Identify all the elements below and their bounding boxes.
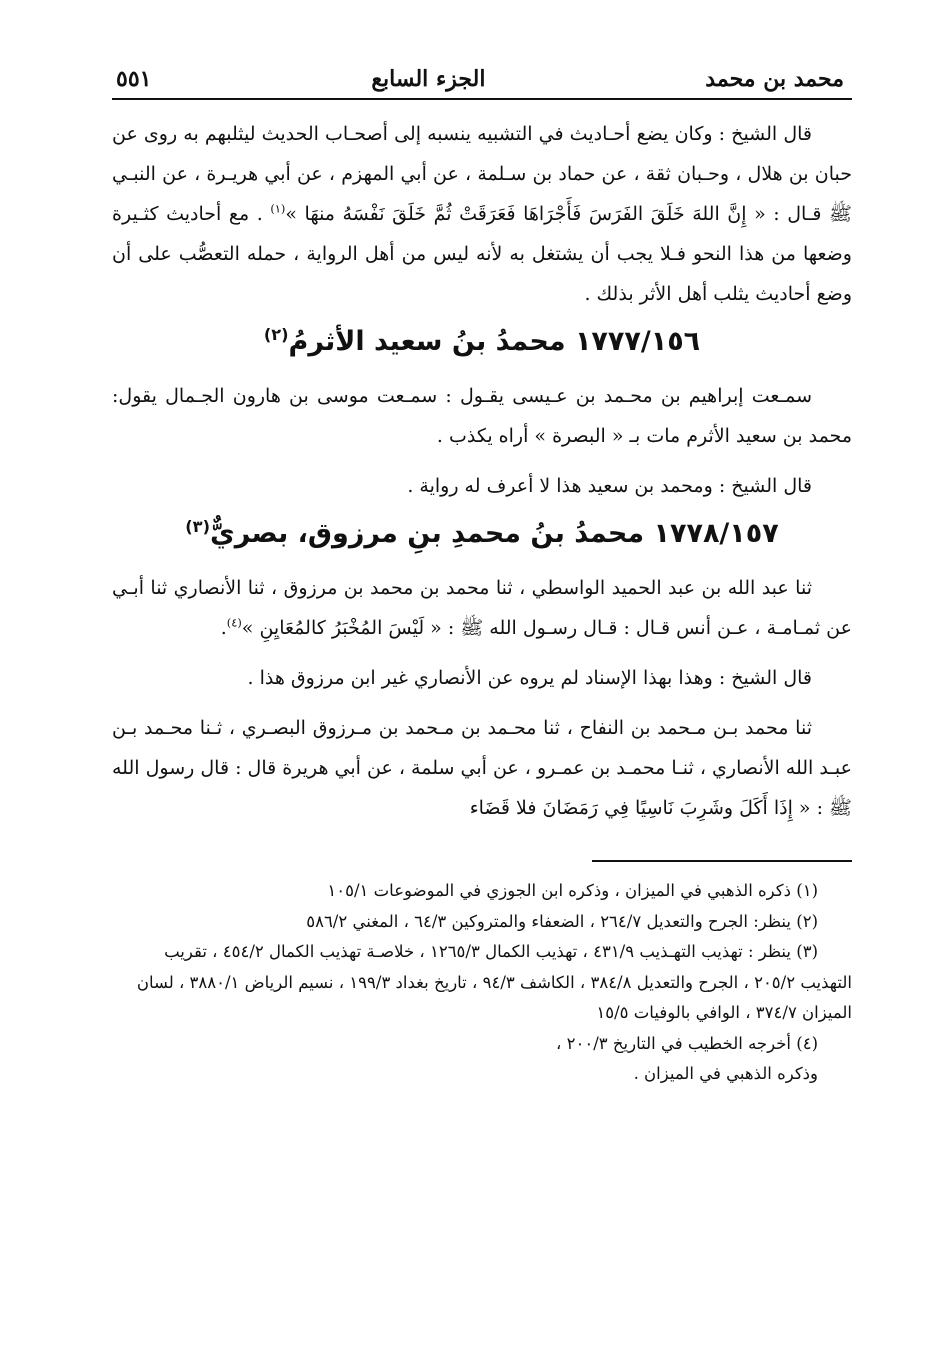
entry-heading-1778 [112,508,852,560]
paragraph-4-continuation: . [220,617,227,639]
book-page [112,52,852,1090]
paragraph-5: قال الشيخ : وهذا بهذا الإسناد لم يروه عن الأنصاري غير ابن مرزوق هذا . [247,667,812,689]
footnote-separator [592,860,852,862]
footnote-ref-1: (١) [270,201,286,216]
entry-heading-1778-text: ١٧٧٨/١٥٧ محمدُ بنُ محمدِ بنِ مرزوق، بصريٌّ [209,518,779,549]
paragraph-1 [112,114,852,314]
footnote-4: (٤) أخرجه الخطيب في التاريخ ٢٠٠/٣ ، [556,1033,818,1053]
paragraph-4-text: ثنا عبد الله بن عبد الحميد الواسطي ، ثنا محمد بن محمد بن مرزوق ، ثنا الأنصاري ثنا أبـي عن ثمـامـة ، عـن أنس قـال : قـال رسـول الله ﷺ : « لَيْسَ المُخْبَرُ كالمُعَايِنِ » [112,577,852,639]
paragraph-6: ثنا محمد بـن مـحمد بن النفاح ، ثنا محـمد بن مـحمد بن مـرزوق البصـري ، ثـنا محـمد بـن عبـد الله الأنصاري ، ثنـا محمـد بن عمـرو ، عن أبي سلمة ، عن أبي هريرة قال : قال رسول الله ﷺ : « إِذَا أَكَلَ وشَرِبَ نَاسِيًا فِي رَمَضَانَ فلا قَضَاء [112,717,852,819]
entry-heading-1777-text: ١٧٧٧/١٥٦ محمدُ بنُ سعيد الأثرمُ [288,326,701,357]
running-head-volume: الجزء السابع [371,66,486,92]
footnote-2: (٢) ينظر: الجرح والتعديل ٢٦٤/٧ ، الضعفاء والمتروكين ٦٤/٣ ، المغني ٥٨٦/٢ [306,911,818,931]
paragraph-1-text: قال الشيخ : وكان يضع أحـاديث في التشبيه ينسبه إلى أصحـاب الحديث ليثلبهم به روى عن حبان بن هلال ، وحـبان ثقة ، عن حماد بن سـلمة ، عن أبي المهزم ، عن أبي هريـرة ، عن النبـي ﷺ قـال : « إِنَّ اللهَ خَلَقَ الفَرَسَ فَأَجْرَاهَا فَعَرَقَتْ ثُمَّ خَلَقَ نَفْسَهُ منهَا » [112,123,852,225]
page-header [112,52,852,100]
footnote-ref-2: (٢) [263,325,289,344]
paragraph-3: قال الشيخ : ومحمد بن سعيد هذا لا أعرف له رواية . [407,475,812,497]
paragraph-4 [112,568,852,648]
footnote-4-continuation: وذكره الذهبي في الميزان . [633,1064,818,1083]
footnote-1: (١) ذكره الذهبي في الميزان ، وذكره ابن الجوزي في الموضوعات ١٠٥/١ [327,881,818,900]
footnote-ref-3: (٣) [185,517,210,536]
entry-heading-1777 [112,316,852,368]
footnote-ref-4: (٤) [226,615,242,630]
footnote-3: (٣) ينظر : تهذيب التهـذيب ٤٣١/٩ ، تهذيب الكمال ١٢٦٥/٣ ، خلاصـة تهذيب الكمال ٤٥٤/٢ ، تقريب التهذيب ٢٠٥/٢ ، الجرح والتعديل ٣٨٤/٨ ، الكاشف ٩٤/٣ ، تاريخ بغداد ١٩٩/٣ ، نسيم الرياض ٣٨٨٠/١ ، لسان الميزان ٣٧٤/٧ ، الوافي بالوفيات ١٥/٥ [136,942,852,1022]
running-head-chapter: محمد بن محمد [705,66,844,92]
main-text [112,114,852,828]
paragraph-1-continuation: . مع أحاديث كثـيرة وضعها من هذا النحو فـلا يجب أن يشتغل به لأنه ليس من أهل الرواية ، حمله التعصُّب على أن وضع أحاديث يثلب أهل الأثر بذلك . [112,203,852,305]
paragraph-2: سمـعت إبراهيم بن محـمد بن عـيسى يقـول : سمـعت موسى بن هارون الجـمال يقول: محمد بن سعيد الأثرم مات بـ « البصرة » أراه يكذب . [112,385,852,447]
page-number: ٥٥١ [116,66,152,92]
footnotes [112,876,852,1090]
